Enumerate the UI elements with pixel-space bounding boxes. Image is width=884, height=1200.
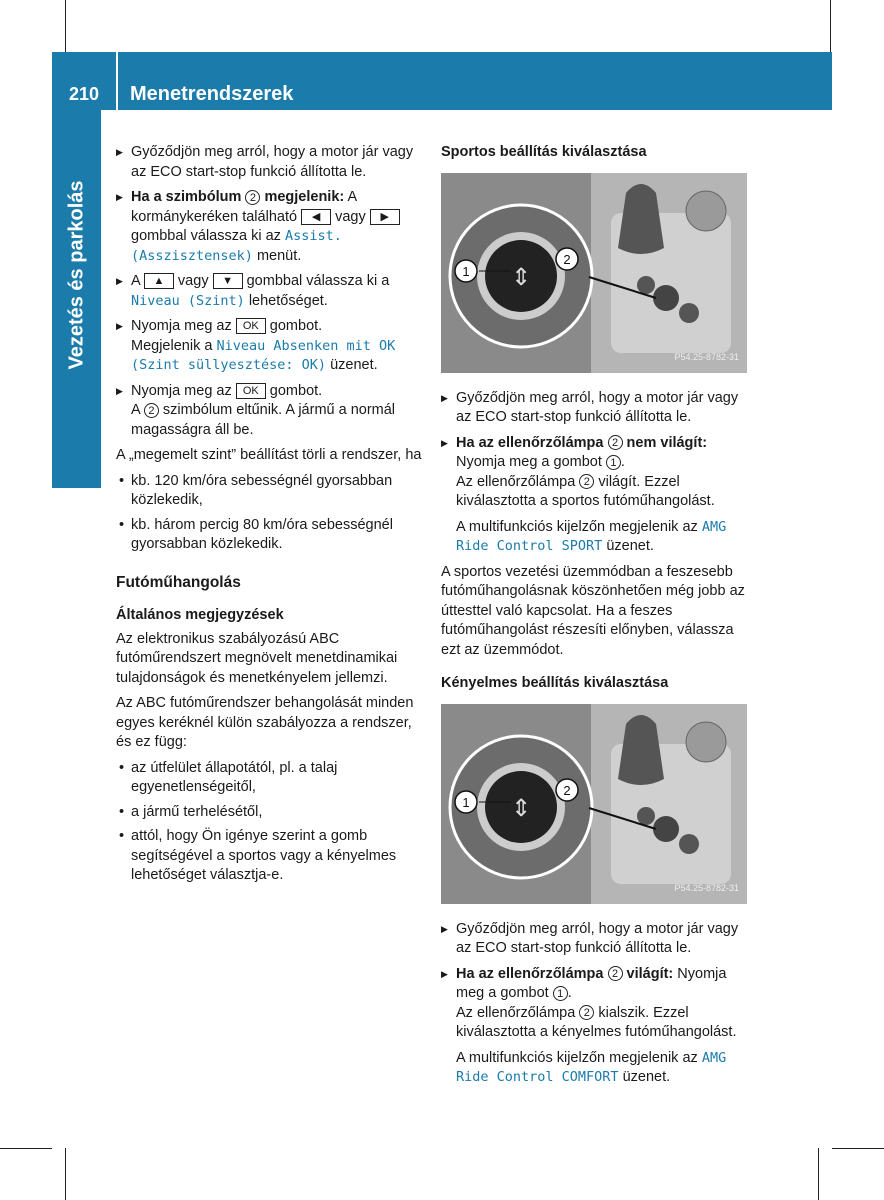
crop-mark	[0, 1148, 52, 1149]
subheading: Általános megjegyzések	[116, 607, 284, 623]
callout-1: 1	[462, 263, 470, 279]
subheading: Kényelmes beállítás kiválasztása	[441, 675, 669, 691]
step: ▶ Nyomja meg az OK gombot. Megjelenik a Niveau Absenken mit OK (Szint süllyesztése: OK) üzenet.	[116, 317, 424, 376]
step: ▶ Ha az ellenőrzőlámpa 2 világít: Nyomja meg a gombot 1 . Az ellenőrzőlámpa 2 kialszik. Ezzel kiválasztotta a kényelmes futóműhangolást. A multifunkciós kijelzőn megjelenik az AMG Ride Control COMFORT üzenet.	[441, 965, 749, 1088]
figure-sport	[441, 173, 747, 373]
side-tab-label: Vezetés és parkolás	[65, 180, 87, 370]
paragraph: Az ABC futóműrendszer behangolását minden egyes keréknél külön szabályozza a rendszer, és ez függ:	[116, 695, 414, 750]
right-column	[441, 143, 749, 1094]
ok-key-icon: OK	[236, 318, 266, 334]
left-column	[116, 143, 424, 891]
svg-text:⇕: ⇕	[510, 793, 532, 822]
figure-code: P54.25-8782-31	[674, 883, 739, 893]
list-item: • attól, hogy Ön igénye szerint a gomb segítségével a sportos vagy a kényelmes lehetőséget választja-e.	[116, 827, 424, 886]
crop-mark	[830, 0, 831, 52]
callout-2: 2	[563, 782, 571, 798]
page-title: Menetrendszerek	[130, 82, 294, 105]
list-item: • kb. három percig 80 km/óra sebességnél gyorsabban közlekedik.	[116, 516, 424, 555]
page-header	[52, 52, 832, 110]
ok-key-icon: OK	[236, 383, 266, 399]
paragraph: A sportos vezetési üzemmódban a feszesebb futóműhangolásnak köszönhetően még jobb az úttesttel való kapcsolat. Ha a feszes futóműhangolást részesíti előnyben, válassza ezt az üzemmódot.	[441, 563, 745, 658]
callout-2: 2	[563, 251, 571, 267]
paragraph: A „megemelt szint” beállítást törli a rendszer, ha	[116, 447, 422, 463]
down-arrow-key-icon: ▼	[213, 273, 243, 289]
list-item: • kb. 120 km/óra sebességnél gyorsabban közlekedik,	[116, 472, 424, 511]
control-knob-illustration	[441, 704, 747, 904]
left-arrow-key-icon: ◀	[301, 209, 331, 225]
step: ▶ Nyomja meg az OK gombot. A 2 szimbólum eltűnik. A jármű a normál magasságra áll be.	[116, 382, 424, 441]
section-heading: Futóműhangolás	[116, 573, 241, 591]
paragraph: Az elektronikus szabályozású ABC futóműrendszert megnövelt menetdinamikai tulajdonságok és menetkényelem jellemzi.	[116, 630, 398, 686]
crop-mark	[818, 1148, 819, 1200]
figure-comfort	[441, 704, 747, 904]
list-item: • a jármű terhelésétől,	[116, 803, 424, 823]
step: ▶ Ha az ellenőrzőlámpa 2 nem világít: Nyomja meg a gombot 1 . Az ellenőrzőlámpa 2 világít. Ezzel kiválasztotta a sportos futóműhangolást. A multifunkciós kijelzőn megjelenik az AMG Ride Control SPORT üzenet.	[441, 434, 749, 557]
figure-code: P54.25-8782-31	[674, 352, 739, 362]
crop-mark	[65, 1148, 66, 1200]
svg-text:⇕: ⇕	[510, 262, 532, 291]
page-number: 210	[68, 83, 100, 104]
step: ▶ Győződjön meg arról, hogy a motor jár vagy az ECO start-stop funkció állította le.	[116, 143, 424, 182]
step: ▶ A ▲ vagy ▼ gombbal válassza ki a Niveau (Szint) lehetőséget.	[116, 272, 424, 311]
crop-mark	[65, 0, 66, 52]
header-divider	[116, 52, 118, 110]
callout-1: 1	[462, 794, 470, 810]
step: ▶ Ha a szimbólum 2 megjelenik: A kormánykeréken található ◀ vagy ▶ gombbal válassza ki az Assist. (Asszisztensek) menüt.	[116, 188, 424, 266]
subheading: Sportos beállítás kiválasztása	[441, 144, 647, 160]
control-knob-illustration	[441, 173, 747, 373]
right-arrow-key-icon: ▶	[370, 209, 400, 225]
step: ▶ Győződjön meg arról, hogy a motor jár vagy az ECO start-stop funkció állította le.	[441, 389, 749, 428]
up-arrow-key-icon: ▲	[144, 273, 174, 289]
crop-mark	[832, 1148, 884, 1149]
step: ▶ Győződjön meg arról, hogy a motor jár vagy az ECO start-stop funkció állította le.	[441, 920, 749, 959]
list-item: • az útfelület állapotától, pl. a talaj egyenetlenségeitől,	[116, 759, 424, 798]
